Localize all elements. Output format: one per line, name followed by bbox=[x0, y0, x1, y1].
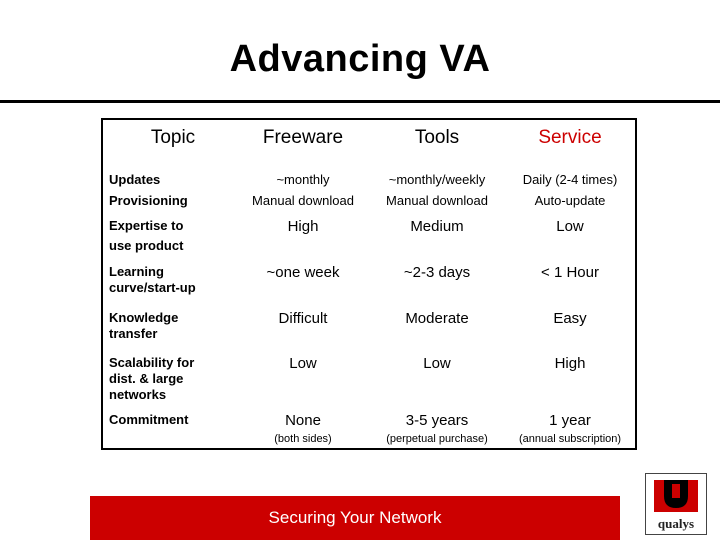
cell-knowledge-tools: Moderate bbox=[405, 310, 469, 327]
cell-learning-tools: ~2-3 days bbox=[403, 264, 471, 281]
title-divider bbox=[0, 100, 720, 103]
row-label-line: Learning bbox=[109, 264, 164, 279]
logo-wordmark: qualys bbox=[657, 516, 695, 531]
cell-value: 1 year bbox=[549, 412, 591, 429]
cell-note: (perpetual purchase) bbox=[386, 433, 488, 445]
cell-commitment-service bbox=[503, 412, 637, 445]
header-topic: Topic bbox=[150, 127, 196, 148]
row-label-line: Updates bbox=[109, 172, 161, 187]
slide-title: Advancing VA bbox=[229, 38, 491, 80]
row-label-line: Knowledge bbox=[109, 310, 179, 325]
cell-knowledge-freeware: Difficult bbox=[278, 310, 328, 327]
footer-banner bbox=[90, 496, 620, 540]
row-label-line: dist. & large bbox=[109, 371, 184, 386]
cell-note: (annual subscription) bbox=[518, 433, 622, 445]
cell-updates-service bbox=[503, 172, 637, 209]
row-label-learning bbox=[109, 264, 229, 296]
row-label-line: Provisioning bbox=[109, 193, 188, 208]
cell-expertise-freeware: High bbox=[287, 218, 319, 235]
cell-value: 3-5 years bbox=[405, 412, 469, 429]
comparison-table bbox=[101, 118, 637, 450]
cell-updates-tools bbox=[371, 172, 503, 209]
row-label-line: networks bbox=[109, 387, 167, 402]
cell-scalability-freeware: Low bbox=[289, 355, 317, 372]
cell-learning-freeware: ~one week bbox=[266, 264, 340, 281]
header-tools: Tools bbox=[414, 127, 460, 148]
row-label-line: transfer bbox=[109, 326, 158, 341]
cell-knowledge-service: Easy bbox=[553, 310, 587, 327]
cell-note: (both sides) bbox=[274, 433, 332, 445]
logo-mark-icon bbox=[646, 474, 706, 516]
cell-updates-freeware bbox=[235, 172, 371, 209]
cell-scalability-tools: Low bbox=[423, 355, 451, 372]
cell-line: ~monthly bbox=[276, 172, 330, 187]
cell-line: Manual download bbox=[252, 193, 354, 208]
cell-line: ~monthly/weekly bbox=[388, 172, 486, 187]
cell-line: Manual download bbox=[386, 193, 488, 208]
row-label-commitment bbox=[109, 412, 229, 428]
cell-commitment-freeware bbox=[235, 412, 371, 445]
cell-commitment-tools bbox=[371, 412, 503, 445]
cell-scalability-service: High bbox=[554, 355, 586, 372]
cell-value: None bbox=[285, 412, 321, 429]
cell-expertise-service: Low bbox=[556, 218, 584, 235]
row-label-knowledge bbox=[109, 310, 229, 342]
row-label-expertise bbox=[109, 218, 229, 254]
row-label-line: curve/start-up bbox=[109, 280, 196, 295]
cell-line: Daily (2-4 times) bbox=[522, 172, 618, 187]
header-service: Service bbox=[538, 127, 602, 148]
footer-text: Securing Your Network bbox=[268, 508, 442, 527]
row-label-line: Expertise to bbox=[109, 218, 184, 233]
row-label-line: Commitment bbox=[109, 412, 189, 427]
header-freeware: Freeware bbox=[262, 127, 344, 148]
row-label-line: use product bbox=[109, 238, 184, 253]
cell-expertise-tools: Medium bbox=[410, 218, 464, 235]
row-label-updates bbox=[109, 172, 229, 209]
row-label-line: Scalability for bbox=[109, 355, 195, 370]
cell-learning-service: < 1 Hour bbox=[541, 264, 599, 281]
cell-line: Auto-update bbox=[534, 193, 606, 208]
row-label-scalability bbox=[109, 355, 229, 403]
qualys-logo bbox=[645, 473, 707, 535]
